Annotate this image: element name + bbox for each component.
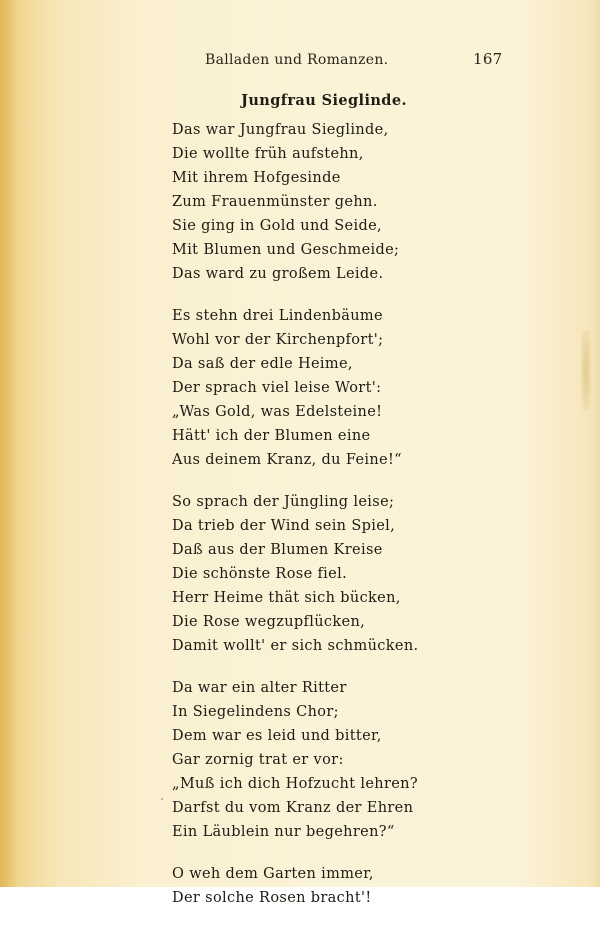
poem-body (172, 118, 418, 928)
running-title: Balladen und Romanzen. (205, 52, 389, 68)
poem-line: Da trieb der Wind sein Spiel, (172, 518, 396, 534)
poem-line: Da saß der edle Heime, (172, 356, 353, 372)
poem-line: Sie ging in Gold und Seide, (172, 218, 382, 234)
poem-line: In Siegelindens Chor; (172, 704, 339, 720)
page-number: 167 (473, 50, 503, 68)
poem-line: Die schönste Rose fiel. (172, 566, 348, 582)
stanza (172, 676, 418, 844)
poem-line: Die wollte früh aufstehn, (172, 146, 364, 162)
poem-line: Hätt' ich der Blumen eine (172, 428, 371, 444)
poem-line: Dem war es leid und bitter, (172, 728, 382, 744)
poem-line: „Muß ich dich Hofzucht lehren? (172, 776, 418, 792)
poem-line: Darfst du vom Kranz der Ehren (172, 800, 414, 816)
poem-line: Damit wollt' er sich schmücken. (172, 638, 419, 654)
poem-line: Die Rose wegzupflücken, (172, 614, 366, 630)
poem-line: Aus deinem Kranz, du Feine!“ (172, 452, 402, 468)
poem-line: So sprach der Jüngling leise; (172, 494, 395, 510)
poem-line: Daß aus der Blumen Kreise (172, 542, 383, 558)
poem-line: Mit Blumen und Geschmeide; (172, 242, 400, 258)
page-stain (581, 330, 591, 410)
poem-line: „Was Gold, was Edelsteine! (172, 404, 383, 420)
poem-line: Ein Läublein nur begehren?“ (172, 824, 395, 840)
poem-line: Das war Jungfrau Sieglinde, (172, 122, 389, 138)
stanza (172, 490, 418, 658)
poem-line: Gar zornig trat er vor: (172, 752, 344, 768)
poem-line: Herr Heime thät sich bücken, (172, 590, 401, 606)
poem-line: Es stehn drei Lindenbäume (172, 308, 383, 324)
poem-line: O weh dem Garten immer, (172, 866, 374, 882)
stanza (172, 304, 418, 472)
stanza (172, 862, 418, 910)
ink-speck (161, 798, 163, 800)
poem-line: Das ward zu großem Leide. (172, 266, 384, 282)
poem-line: Mit ihrem Hofgesinde (172, 170, 341, 186)
poem-line: Der sprach viel leise Wort': (172, 380, 382, 396)
poem-line: Der solche Rosen bracht'! (172, 890, 372, 906)
poem-line: Wohl vor der Kirchenpfort'; (172, 332, 384, 348)
stanza (172, 118, 418, 286)
poem-line: Da war ein alter Ritter (172, 680, 347, 696)
poem-line: Zum Frauenmünster gehn. (172, 194, 378, 210)
poem-title: Jungfrau Sieglinde. (241, 92, 407, 109)
